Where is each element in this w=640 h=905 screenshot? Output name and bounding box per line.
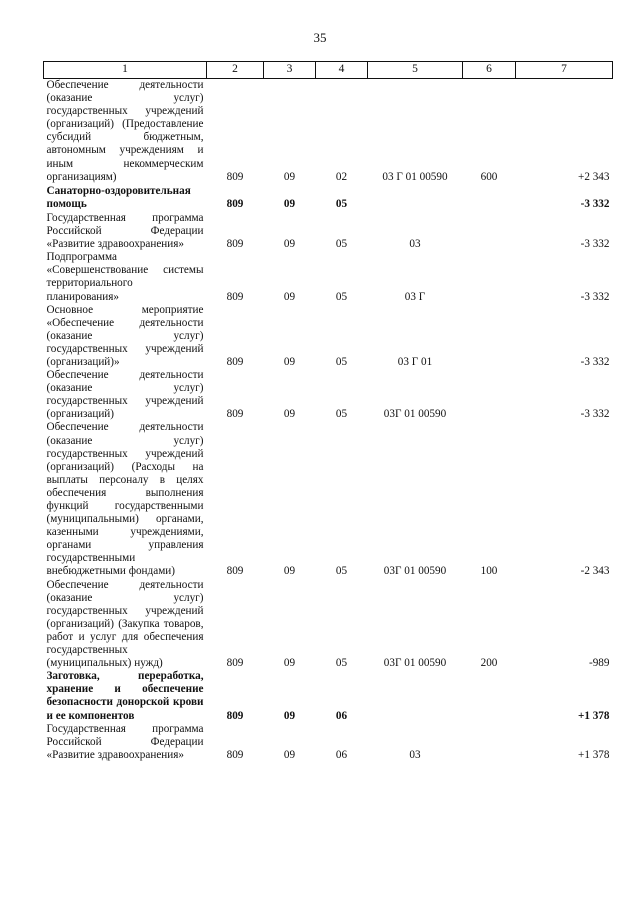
row-gr-code: 809 xyxy=(226,197,244,210)
row-gr-code: 809 xyxy=(226,355,244,368)
column-header-3: 3 xyxy=(264,62,316,79)
row-section-code: 09 xyxy=(283,748,296,761)
row-gr-code: 809 xyxy=(226,565,244,578)
row-gr-code: 809 xyxy=(226,170,244,183)
row-target-code xyxy=(368,184,463,211)
column-header-7: 7 xyxy=(516,62,613,79)
row-description: Заготовка, переработка, хранение и обеспечение безопасности донорской крови и ее компонентов xyxy=(46,670,204,722)
row-expense-type: 600 xyxy=(480,170,498,183)
row-target-code: 03 Г 01 00590 xyxy=(382,170,448,183)
row-amount: -3 332 xyxy=(580,290,610,303)
row-target-code xyxy=(368,670,463,722)
row-section-code: 09 xyxy=(283,709,296,722)
row-expense-type: 200 xyxy=(480,657,498,670)
row-expense-type xyxy=(463,304,516,369)
column-header-4: 4 xyxy=(316,62,368,79)
row-description: Государственная программа Российской Федерации «Развитие здравоохранения» xyxy=(46,722,204,761)
table-row xyxy=(44,184,613,211)
row-subsection-code: 05 xyxy=(335,355,348,368)
row-expense-type: 100 xyxy=(480,565,498,578)
row-subsection-code: 05 xyxy=(335,408,348,421)
row-description: Обеспечение деятельности (оказание услуг) государственных учреждений (организаций) (Предоставление субсидий бюджетным, автономным учреждениям и иным некоммерческим организациям) xyxy=(46,79,204,183)
row-expense-type xyxy=(463,670,516,722)
row-subsection-code: 06 xyxy=(335,709,348,722)
column-header-6: 6 xyxy=(463,62,516,79)
row-amount: -3 332 xyxy=(580,238,610,251)
table-row xyxy=(44,670,613,722)
row-section-code: 09 xyxy=(283,238,296,251)
row-description: Обеспечение деятельности (оказание услуг) государственных учреждений (организаций) xyxy=(46,369,204,421)
table-row xyxy=(44,421,613,578)
row-target-code: 03 xyxy=(409,238,421,251)
row-description: Основное мероприятие «Обеспечение деятельности (оказание услуг) государственных учреждений (организаций)» xyxy=(46,303,204,368)
row-subsection-code: 05 xyxy=(335,238,348,251)
column-header-5: 5 xyxy=(368,62,463,79)
row-amount: +2 343 xyxy=(578,170,610,183)
row-expense-type xyxy=(463,369,516,421)
row-gr-code: 809 xyxy=(226,748,244,761)
row-amount: +1 378 xyxy=(577,709,610,722)
column-header-2: 2 xyxy=(207,62,264,79)
table-row xyxy=(44,79,613,184)
row-gr-code: 809 xyxy=(226,408,244,421)
row-expense-type xyxy=(463,251,516,303)
row-amount: -3 332 xyxy=(580,197,610,210)
row-description: Государственная программа Российской Федерации «Развитие здравоохранения» xyxy=(46,211,204,251)
row-subsection-code: 05 xyxy=(335,197,348,210)
row-expense-type xyxy=(463,184,516,211)
row-target-code: 03 Г 01 xyxy=(397,355,433,368)
row-amount: -3 332 xyxy=(580,408,610,421)
row-description: Санаторно-оздоровительная помощь xyxy=(46,184,191,210)
column-header-1: 1 xyxy=(44,62,207,79)
row-amount: -989 xyxy=(588,657,610,670)
table-row xyxy=(44,304,613,369)
page-number: 35 xyxy=(313,30,327,45)
table-row xyxy=(44,369,613,421)
header-row xyxy=(44,62,613,79)
row-description: Обеспечение деятельности (оказание услуг) государственных учреждений (организаций) (Закупка товаров, работ и услуг для обеспечения государственных (муниципальных) нужд) xyxy=(46,578,204,670)
row-subsection-code: 02 xyxy=(335,170,348,183)
table-body xyxy=(44,79,613,762)
row-subsection-code: 05 xyxy=(335,290,348,303)
row-amount: +1 378 xyxy=(578,748,610,761)
table-row xyxy=(44,579,613,671)
row-section-code: 09 xyxy=(283,197,296,210)
row-expense-type xyxy=(463,211,516,251)
row-section-code: 09 xyxy=(283,408,296,421)
row-amount: -2 343 xyxy=(580,565,610,578)
row-target-code: 03Г 01 00590 xyxy=(383,657,447,670)
row-target-code: 03Г 01 00590 xyxy=(383,565,447,578)
row-gr-code: 809 xyxy=(226,290,244,303)
table-header xyxy=(44,62,613,79)
table-row xyxy=(44,251,613,303)
row-expense-type xyxy=(463,723,516,762)
table-row xyxy=(44,211,613,251)
budget-table xyxy=(43,61,613,762)
row-section-code: 09 xyxy=(283,565,296,578)
row-amount: -3 332 xyxy=(580,355,610,368)
row-gr-code: 809 xyxy=(226,709,244,722)
row-section-code: 09 xyxy=(283,355,296,368)
row-target-code: 03 Г xyxy=(404,290,426,303)
row-subsection-code: 05 xyxy=(335,657,348,670)
row-subsection-code: 06 xyxy=(335,748,348,761)
row-section-code: 09 xyxy=(283,290,296,303)
row-section-code: 09 xyxy=(283,170,296,183)
row-target-code: 03 xyxy=(409,748,421,761)
row-target-code: 03Г 01 00590 xyxy=(383,408,447,421)
row-description: Подпрограмма «Совершенствование системы территориального планирования» xyxy=(46,251,204,303)
row-subsection-code: 05 xyxy=(335,565,348,578)
row-gr-code: 809 xyxy=(226,657,244,670)
table-row xyxy=(44,723,613,762)
row-gr-code: 809 xyxy=(226,238,244,251)
row-section-code: 09 xyxy=(283,657,296,670)
row-description: Обеспечение деятельности (оказание услуг) государственных учреждений (организаций) (Расходы на выплаты персоналу в целях обеспечения выполнения функций государственными (муниципальными) органами, казенными учреждениями, органами управления государственными внебюджетными фондами) xyxy=(46,421,204,578)
